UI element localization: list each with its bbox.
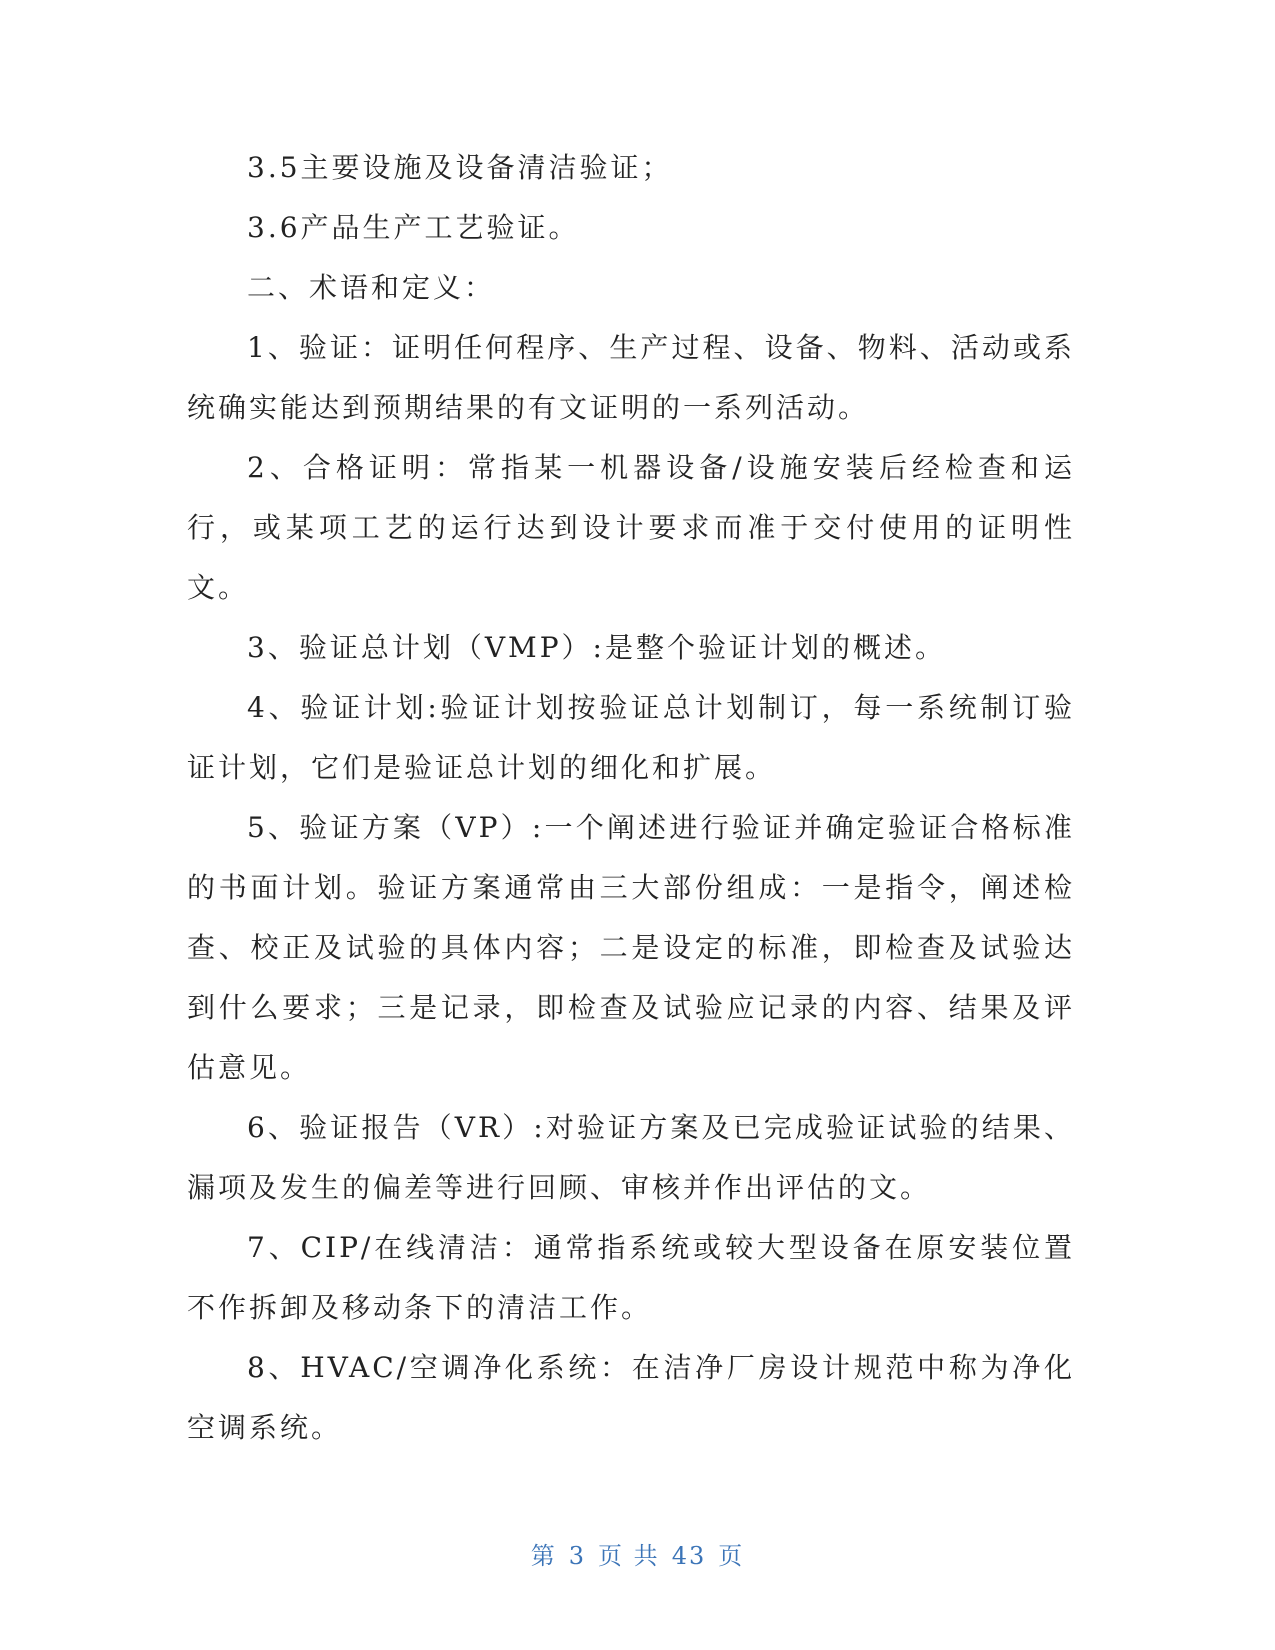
definition-4: 4、验证计划:验证计划按验证总计划制订，每一系统制订验证计划，它们是验证总计划的细化和扩展。 xyxy=(187,691,1075,784)
definition-6: 6、验证报告（VR）:对验证方案及已完成验证试验的结果、漏项及发生的偏差等进行回顾、审核并作出评估的文。 xyxy=(187,1111,1075,1204)
definition-5: 5、验证方案（VP）:一个阐述进行验证并确定验证合格标准的书面计划。验证方案通常由三大部份组成：一是指令，阐述检查、校正及试验的具体内容；二是设定的标准，即检查及试验达到什么要求；三是记录，即检查及试验应记录的内容、结果及评估意见。 xyxy=(187,811,1075,1084)
definition-8: 8、HVAC/空调净化系统：在洁净厂房设计规范中称为净化空调系统。 xyxy=(187,1351,1075,1444)
document-body xyxy=(187,138,1075,1458)
footer-total-pages: 43 xyxy=(671,1542,707,1570)
paragraph-3-5: 3.5主要设施及设备清洁验证； xyxy=(247,151,673,184)
footer-prefix: 第 xyxy=(530,1542,557,1570)
definition-7: 7、CIP/在线清洁：通常指系统或较大型设备在原安装位置不作拆卸及移动条下的清洁工作。 xyxy=(187,1231,1075,1324)
section-heading-terms: 二、术语和定义： xyxy=(247,271,496,304)
page-footer xyxy=(0,1536,1275,1571)
definition-2: 2、合格证明：常指某一机器设备/设施安装后经检查和运行，或某项工艺的运行达到设计要求而准于交付使用的证明性文。 xyxy=(187,451,1075,604)
paragraph-3-6: 3.6产品生产工艺验证。 xyxy=(247,211,580,244)
definition-3: 3、验证总计划（VMP）:是整个验证计划的概述。 xyxy=(247,631,946,664)
definition-1: 1、验证：证明任何程序、生产过程、设备、物料、活动或系统确实能达到预期结果的有文证明的一系列活动。 xyxy=(187,331,1075,424)
footer-suffix: 页 xyxy=(718,1542,745,1570)
footer-page-number: 3 xyxy=(568,1542,587,1570)
footer-middle: 页 共 xyxy=(598,1542,660,1570)
